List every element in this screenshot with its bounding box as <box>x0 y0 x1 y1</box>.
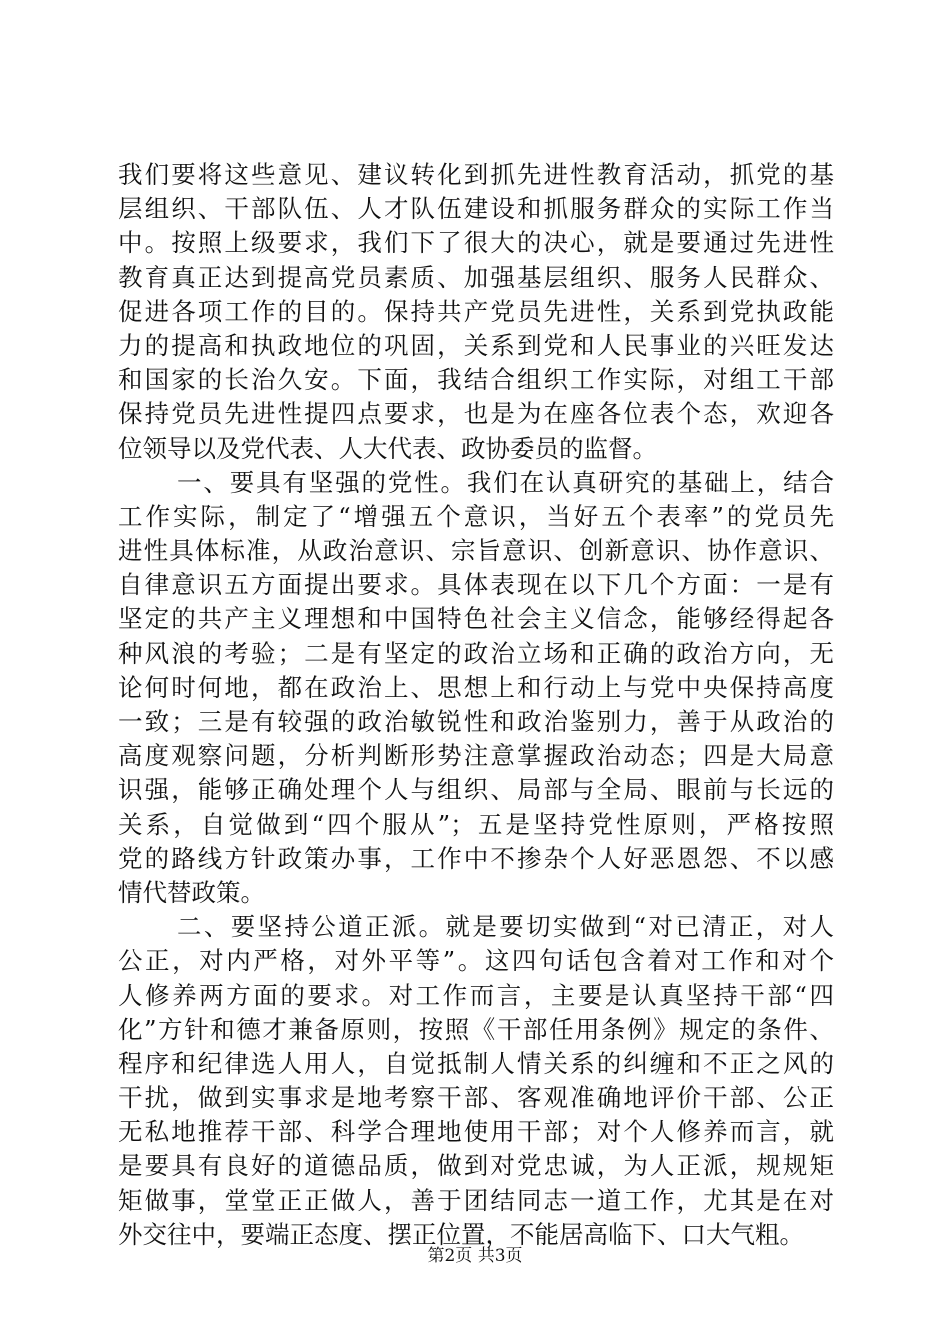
document-body <box>118 158 834 1252</box>
paragraph-2-line: 进性具体标准，从政治意识、宗旨意识、创新意识、协作意识、 <box>118 536 834 566</box>
paragraph-2-line: 工作实际，制定了“增强五个意识，当好五个表率”的党员先 <box>118 501 834 531</box>
paragraph-3-line: 人修养两方面的要求。对工作而言，主要是认真坚持干部“四 <box>118 980 834 1010</box>
paragraph-1-line: 中。按照上级要求，我们下了很大的决心，就是要通过先进性 <box>118 228 834 258</box>
paragraph-3-line: 化”方针和德才兼备原则，按照《干部任用条例》规定的条件、 <box>118 1014 834 1044</box>
paragraph-3-line: 是要具有良好的道德品质，做到对党忠诚，为人正派，规规矩 <box>118 1151 834 1181</box>
paragraph-2-line: 自律意识五方面提出要求。具体表现在以下几个方面：一是有 <box>118 570 834 600</box>
paragraph-1-line: 位领导以及党代表、人大代表、政协委员的监督。 <box>118 433 657 463</box>
paragraph-3-line: 无私地推荐干部、科学合理地使用干部；对个人修养而言，就 <box>118 1117 834 1147</box>
paragraph-2-line: 关系，自觉做到“四个服从”；五是坚持党性原则，严格按照 <box>118 809 834 839</box>
paragraph-1-line: 促进各项工作的目的。保持共产党员先进性，关系到党执政能 <box>118 296 834 326</box>
paragraph-1-line: 层组织、干部队伍、人才队伍建设和抓服务群众的实际工作当 <box>118 194 834 224</box>
paragraph-3-line: 程序和纪律选人用人，自觉抵制人情关系的纠缠和不正之风的 <box>118 1048 834 1078</box>
paragraph-3-line: 公正，对内严格，对外平等”。这四句话包含着对工作和对个 <box>118 946 834 976</box>
paragraph-3-line: 二、要坚持公道正派。就是要切实做到“对已清正，对人 <box>177 912 834 942</box>
paragraph-1-line: 力的提高和执政地位的巩固，关系到党和人民事业的兴旺发达 <box>118 330 834 360</box>
paragraph-3-line: 矩做事，堂堂正正做人，善于团结同志一道工作，尤其是在对 <box>118 1185 834 1215</box>
paragraph-2-line: 识强，能够正确处理个人与组织、局部与全局、眼前与长远的 <box>118 775 834 805</box>
page-footer: 第2页 共3页 <box>427 1246 523 1266</box>
paragraph-1-line: 我们要将这些意见、建议转化到抓先进性教育活动，抓党的基 <box>118 160 834 189</box>
paragraph-1-line: 和国家的长治久安。下面，我结合组织工作实际，对组工干部 <box>118 365 834 395</box>
paragraph-1-line: 教育真正达到提高党员素质、加强基层组织、服务人民群众、 <box>118 262 834 292</box>
paragraph-2-line: 坚定的共产主义理想和中国特色社会主义信念，能够经得起各 <box>118 604 834 634</box>
paragraph-2-line: 一致；三是有较强的政治敏锐性和政治鉴别力，善于从政治的 <box>118 707 834 736</box>
paragraph-1-line: 保持党员先进性提四点要求，也是为在座各位表个态，欢迎各 <box>118 399 834 429</box>
paragraph-2-line: 党的路线方针政策办事，工作中不掺杂个人好恶恩怨、不以感 <box>118 843 834 873</box>
paragraph-2-line: 一、要具有坚强的党性。我们在认真研究的基础上，结合 <box>177 467 834 497</box>
paragraph-2-line: 种风浪的考验；二是有坚定的政治立场和正确的政治方向，无 <box>118 638 834 668</box>
paragraph-2-line: 论何时何地，都在政治上、思想上和行动上与党中央保持高度 <box>118 672 834 702</box>
paragraph-2-line: 高度观察问题，分析判断形势注意掌握政治动态；四是大局意 <box>118 741 834 771</box>
paragraph-3-line: 干扰，做到实事求是地考察干部、客观准确地评价干部、公正 <box>118 1083 834 1113</box>
paragraph-3-line: 外交往中，要端正态度、摆正位置，不能居高临下、口大气粗。 <box>118 1219 804 1249</box>
paragraph-2-line: 情代替政策。 <box>118 877 265 907</box>
